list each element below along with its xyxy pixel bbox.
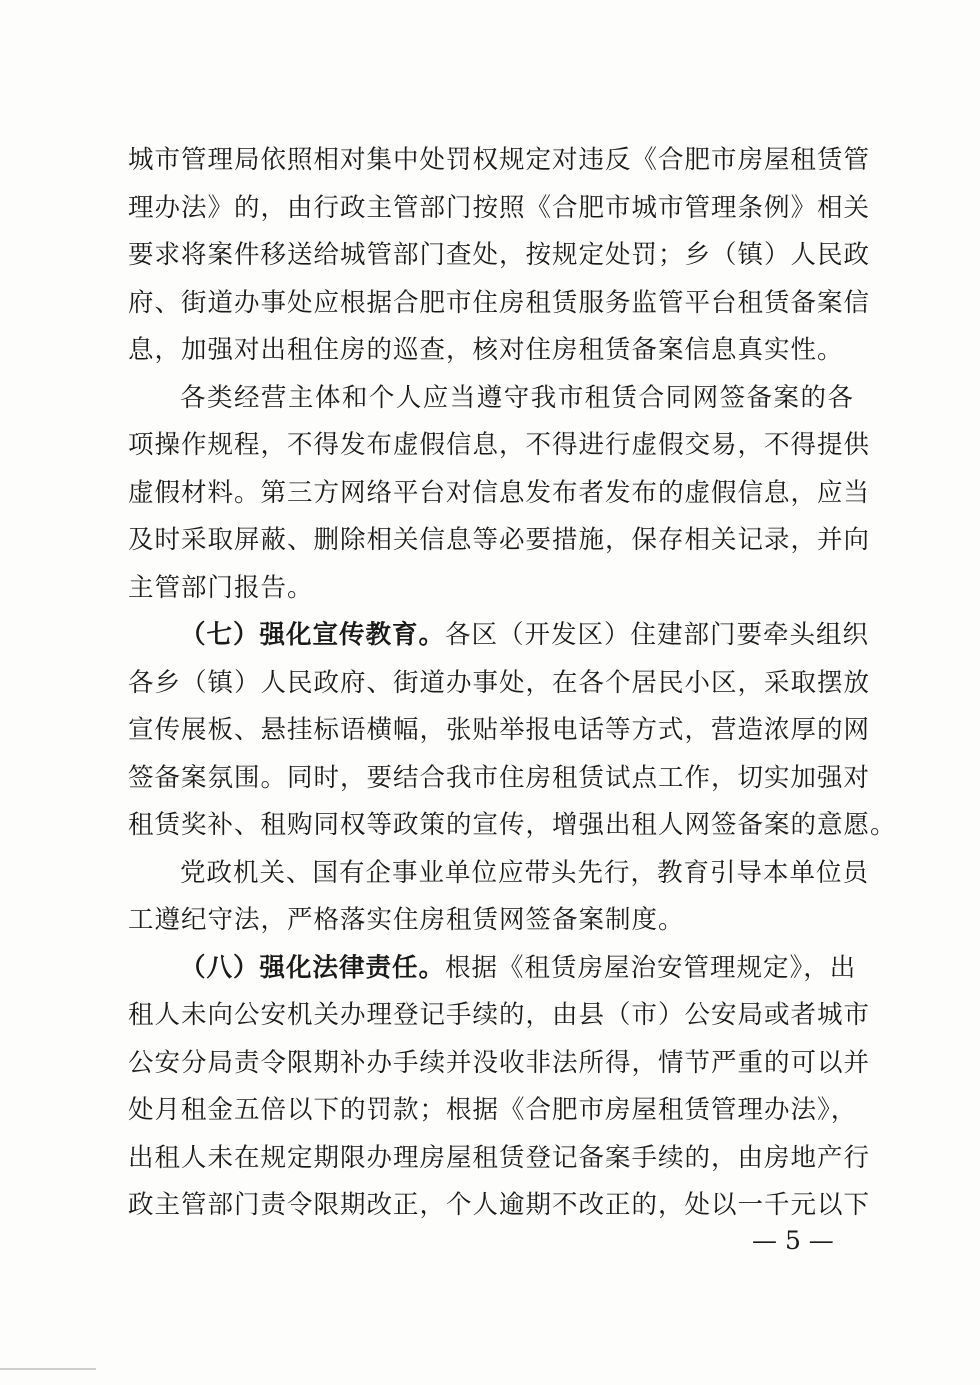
- text-line: 要求将案件移送给城管部门查处，按规定处罚；乡（镇）人民政: [128, 240, 871, 270]
- text-line: 公安分局责令限期补办手续并没收非法所得，情节严重的可以并: [128, 1048, 871, 1078]
- text-line: 党政机关、国有企事业单位应带头先行，教育引导本单位员: [180, 858, 870, 888]
- text-run: 各区（开发区）住建部门要牵头组织: [445, 620, 870, 650]
- section-heading: （八）强化法律责任。: [180, 953, 446, 983]
- text-line: 出租人未在规定期限办理房屋租赁登记备案手续的，由房地产行: [128, 1143, 871, 1173]
- text-line: 宣传展板、悬挂标语横幅，张贴举报电话等方式，营造浓厚的网: [128, 715, 871, 745]
- text-line: 政主管部门责令限期改正，个人逾期不改正的，处以一千元以下: [128, 1190, 871, 1220]
- text-line: 项操作规程，不得发布虚假信息，不得进行虚假交易，不得提供: [128, 430, 871, 460]
- section-heading-line: [180, 612, 870, 658]
- text-line: 各乡（镇）人民政府、街道办事处，在各个居民小区，采取摆放: [128, 668, 871, 698]
- text-line: 及时采取屏蔽、删除相关信息等必要措施，保存相关记录，并向: [128, 525, 871, 555]
- text-line: 工遵纪守法，严格落实住房租赁网签备案制度。: [128, 905, 685, 935]
- text-line: 各类经营主体和个人应当遵守我市租赁合同网签备案的各: [180, 383, 854, 413]
- text-line: 理办法》的，由行政主管部门按照《合肥市城市管理条例》相关: [128, 193, 871, 223]
- text-line: 虚假材料。第三方网络平台对信息发布者发布的虚假信息，应当: [128, 478, 871, 508]
- section-heading: （七）强化宣传教育。: [180, 620, 446, 650]
- text-line: 主管部门报告。: [128, 573, 314, 603]
- section-heading-line: [180, 945, 857, 991]
- text-line: 签备案氛围。同时，要结合我市住房租赁试点工作，切实加强对: [128, 763, 871, 793]
- text-line: 处月租金五倍以下的罚款；根据《合肥市房屋租赁管理办法》，: [128, 1095, 858, 1125]
- text-line: 息，加强对出租住房的巡查，核对住房租赁备案信息真实性。: [128, 335, 844, 365]
- scan-edge-mark: [0, 1368, 96, 1370]
- text-line: 城市管理局依照相对集中处罚权规定对违反《合肥市房屋租赁管: [128, 145, 871, 175]
- page-number: — 5 —: [752, 1226, 834, 1255]
- text-run: 根据《租赁房屋治安管理规定》，出: [445, 953, 857, 983]
- text-line: 租赁奖补、租购同权等政策的宣传，增强出租人网签备案的意愿。: [128, 810, 897, 840]
- text-line: 租人未向公安机关办理登记手续的，由县（市）公安局或者城市: [128, 1000, 871, 1030]
- text-line: 府、街道办事处应根据合肥市住房租赁服务监管平台租赁备案信: [128, 288, 871, 318]
